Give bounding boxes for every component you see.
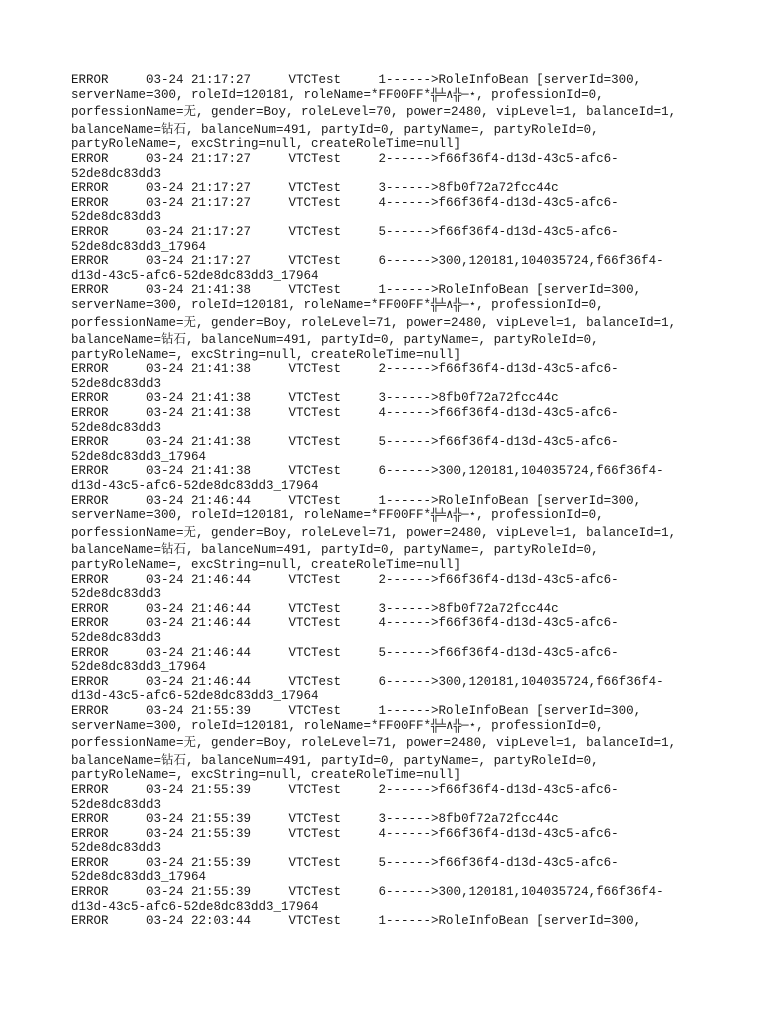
log-line: porfessionName=无, gender=Boy, roleLevel=71, power=2480, vipLevel=1, balanceId=1, [71,525,677,540]
log-line: ERROR 03-24 21:46:44 VTCTest 1------>RoleInfoBean [serverId=300, [71,493,642,508]
log-line: ERROR 03-24 21:46:44 VTCTest 6------>300,120181,104035724,f66f36f4- [71,674,664,689]
log-line: ERROR 03-24 21:17:27 VTCTest 6------>300,120181,104035724,f66f36f4- [71,254,664,269]
log-line: ERROR 03-24 21:17:27 VTCTest 2------>f66f36f4-d13d-43c5-afc6- [71,151,619,166]
log-line: porfessionName=无, gender=Boy, roleLevel=71, power=2480, vipLevel=1, balanceId=1, [71,315,677,330]
log-line: 52de8dc83dd3 [71,630,162,645]
log-line: partyRoleName=, excString=null, createRoleTime=null] [71,558,462,572]
log-line: 52de8dc83dd3 [71,210,162,225]
log-line: ERROR 03-24 21:17:27 VTCTest 3------>8fb0f72a72fcc44c [71,181,559,196]
log-line: d13d-43c5-afc6-52de8dc83dd3_17964 [71,268,319,283]
log-line: ERROR 03-24 21:41:38 VTCTest 3------>8fb0f72a72fcc44c [71,391,559,406]
log-line: partyRoleName=, excString=null, createRoleTime=null] [71,137,462,152]
log-line: ERROR 03-24 21:46:44 VTCTest 5------>f66f36f4-d13d-43c5-afc6- [71,645,619,660]
log-line: partyRoleName=, excString=null, createRoleTime=null] [71,768,462,783]
log-line: ERROR 03-24 21:17:27 VTCTest 5------>f66f36f4-d13d-43c5-afc6- [71,224,619,239]
log-line: ERROR 03-24 21:41:38 VTCTest 4------>f66f36f4-d13d-43c5-afc6- [71,406,619,421]
log-line: ERROR 03-24 21:17:27 VTCTest 1------>RoleInfoBean [serverId=300, [71,73,642,87]
log-line: 52de8dc83dd3 [71,166,162,181]
log-line: 52de8dc83dd3 [71,797,162,812]
log-line: balanceName=钻石, balanceNum=491, partyId=0, partyName=, partyRoleId=0, [71,333,599,348]
log-line: 52de8dc83dd3 [71,587,162,602]
log-line: ERROR 03-24 21:46:44 VTCTest 2------>f66f36f4-d13d-43c5-afc6- [71,572,619,587]
log-line: ERROR 03-24 21:46:44 VTCTest 3------>8fb0f72a72fcc44c [71,601,559,616]
log-line: ERROR 03-24 21:55:39 VTCTest 2------>f66f36f4-d13d-43c5-afc6- [71,782,619,797]
log-line: ERROR 03-24 21:55:39 VTCTest 4------>f66f36f4-d13d-43c5-afc6- [71,826,619,841]
log-line: porfessionName=无, gender=Boy, roleLevel=70, power=2480, vipLevel=1, balanceId=1, [71,105,677,120]
log-line: ERROR 03-24 21:17:27 VTCTest 4------>f66f36f4-d13d-43c5-afc6- [71,195,619,210]
log-line: 52de8dc83dd3_17964 [71,660,207,675]
log-document [71,73,751,929]
log-line: d13d-43c5-afc6-52de8dc83dd3_17964 [71,479,319,494]
log-line: balanceName=钻石, balanceNum=491, partyId=0, partyName=, partyRoleId=0, [71,753,599,768]
log-line: 52de8dc83dd3 [71,420,162,435]
log-line: ERROR 03-24 22:03:44 VTCTest 1------>RoleInfoBean [serverId=300, [71,914,642,929]
log-line: d13d-43c5-afc6-52de8dc83dd3_17964 [71,689,319,704]
log-line: ERROR 03-24 21:41:38 VTCTest 2------>f66f36f4-d13d-43c5-afc6- [71,362,619,377]
log-line: balanceName=钻石, balanceNum=491, partyId=0, partyName=, partyRoleId=0, [71,543,599,558]
log-line: d13d-43c5-afc6-52de8dc83dd3_17964 [71,899,319,914]
log-line: ERROR 03-24 21:55:39 VTCTest 1------>RoleInfoBean [serverId=300, [71,703,642,718]
log-line: serverName=300, roleId=120181, roleName=*FF00FF*╬╧∧╬─⋆, professionId=0, [71,297,604,312]
log-line: ERROR 03-24 21:41:38 VTCTest 5------>f66f36f4-d13d-43c5-afc6- [71,435,619,450]
log-line: 52de8dc83dd3_17964 [71,239,207,254]
log-line: serverName=300, roleId=120181, roleName=*FF00FF*╬╧∧╬─⋆, professionId=0, [71,87,604,102]
log-line: ERROR 03-24 21:41:38 VTCTest 6------>300,120181,104035724,f66f36f4- [71,464,664,479]
log-line: 52de8dc83dd3_17964 [71,449,207,464]
log-line: serverName=300, roleId=120181, roleName=*FF00FF*╬╧∧╬─⋆, professionId=0, [71,508,604,523]
log-line: 52de8dc83dd3 [71,376,162,391]
log-line: 52de8dc83dd3_17964 [71,870,207,885]
log-line: ERROR 03-24 21:46:44 VTCTest 4------>f66f36f4-d13d-43c5-afc6- [71,616,619,631]
log-line: ERROR 03-24 21:55:39 VTCTest 3------>8fb0f72a72fcc44c [71,812,559,827]
log-line: partyRoleName=, excString=null, createRoleTime=null] [71,347,462,362]
log-line: ERROR 03-24 21:55:39 VTCTest 5------>f66f36f4-d13d-43c5-afc6- [71,855,619,870]
log-line: porfessionName=无, gender=Boy, roleLevel=71, power=2480, vipLevel=1, balanceId=1, [71,736,677,751]
log-line: 52de8dc83dd3 [71,841,162,856]
log-line: ERROR 03-24 21:41:38 VTCTest 1------>RoleInfoBean [serverId=300, [71,283,642,298]
log-line: balanceName=钻石, balanceNum=491, partyId=0, partyName=, partyRoleId=0, [71,122,599,137]
log-line: ERROR 03-24 21:55:39 VTCTest 6------>300,120181,104035724,f66f36f4- [71,885,664,900]
log-line: serverName=300, roleId=120181, roleName=*FF00FF*╬╧∧╬─⋆, professionId=0, [71,718,604,733]
